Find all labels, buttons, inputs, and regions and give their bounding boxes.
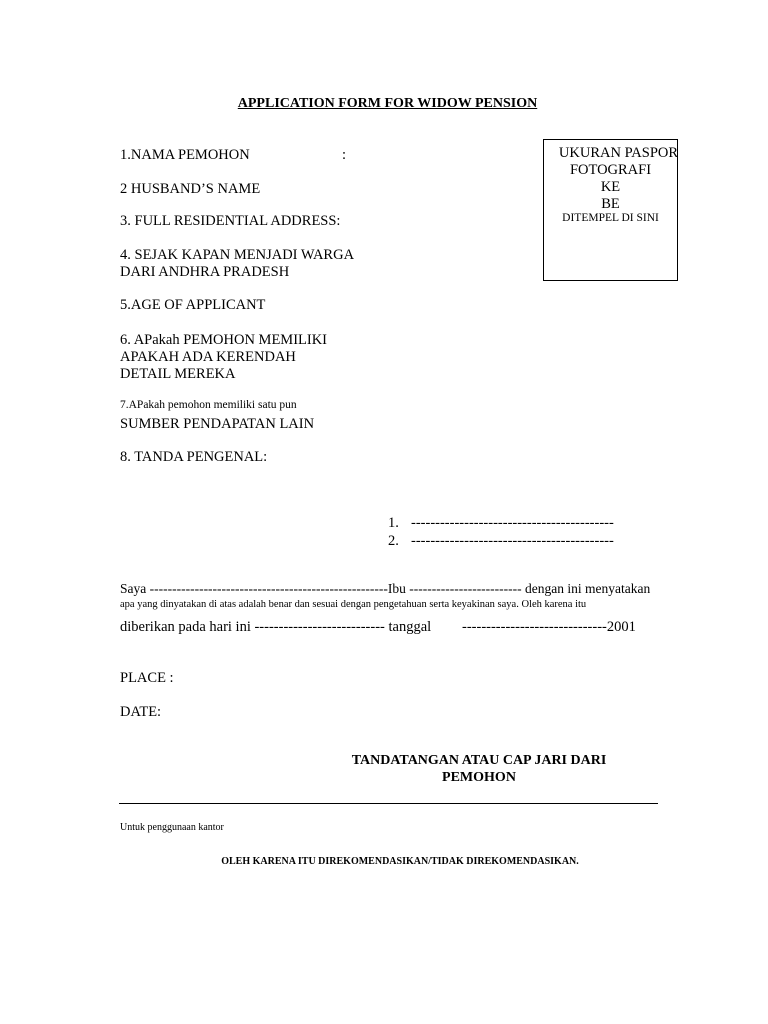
place-label: PLACE : (120, 670, 174, 686)
declaration-line2: apa yang dinyatakan di atas adalah benar dan sesuai dengan pengetahuan serta keyakinan saya. Oleh karena itu (120, 599, 587, 610)
form-title: APPLICATION FORM FOR WIDOW PENSION (237, 96, 538, 111)
date-label: DATE: (120, 704, 162, 720)
photo-box-line4: BE (601, 196, 620, 212)
passport-photo-box (543, 139, 678, 281)
field-1-label: 1.NAMA PEMOHON (120, 147, 250, 163)
field-7-line2: SUMBER PENDAPATAN LAIN (120, 416, 315, 432)
id-mark-2-line: ------------------------------------------ (411, 533, 614, 549)
field-2-label: 2 HUSBAND’S NAME (120, 181, 261, 197)
signature-line2: PEMOHON (442, 770, 516, 785)
field-5-label: 5.AGE OF APPLICANT (120, 297, 266, 313)
field-3-label: 3. FULL RESIDENTIAL ADDRESS: (120, 213, 341, 229)
field-8-label: 8. TANDA PENGENAL: (120, 449, 268, 465)
field-4-line2: DARI ANDHRA PRADESH (120, 264, 290, 280)
field-6-line2: APAKAH ADA KERENDAH (120, 349, 296, 365)
id-mark-1-number: 1. (388, 515, 399, 531)
field-4-line1: 4. SEJAK KAPAN MENJADI WARGA (120, 247, 355, 263)
photo-box-line3: KE (600, 179, 621, 195)
photo-box-line2: FOTOGRAFI (569, 162, 652, 178)
id-mark-2-number: 2. (388, 533, 399, 549)
recommendation-text: OLEH KARENA ITU DIREKOMENDASIKAN/TIDAK DIREKOMENDASIKAN. (221, 856, 579, 867)
photo-box-line5: DITEMPEL DI SINI (562, 212, 659, 224)
field-7-line1: 7.APakah pemohon memiliki satu pun (120, 399, 297, 411)
photo-box-line1: UKURAN PASPOR (558, 145, 679, 161)
declaration-line3-date: diberikan pada hari ini --------------------------- tanggal (120, 619, 432, 635)
declaration-line3-year: ------------------------------2001 (462, 619, 636, 635)
declaration-line1: Saya -----------------------------------------------------Ibu ------------------------- dengan ini menyatakan (120, 581, 651, 596)
id-mark-1-line: ------------------------------------------ (411, 515, 614, 531)
field-1-colon: : (342, 147, 347, 163)
field-6-line3: DETAIL MEREKA (120, 366, 236, 382)
field-6-line1: 6. APakah PEMOHON MEMILIKI (120, 332, 328, 348)
divider-line (119, 803, 658, 804)
signature-line1: TANDATANGAN ATAU CAP JARI DARI (351, 753, 607, 768)
office-use-label: Untuk penggunaan kantor (120, 822, 224, 833)
